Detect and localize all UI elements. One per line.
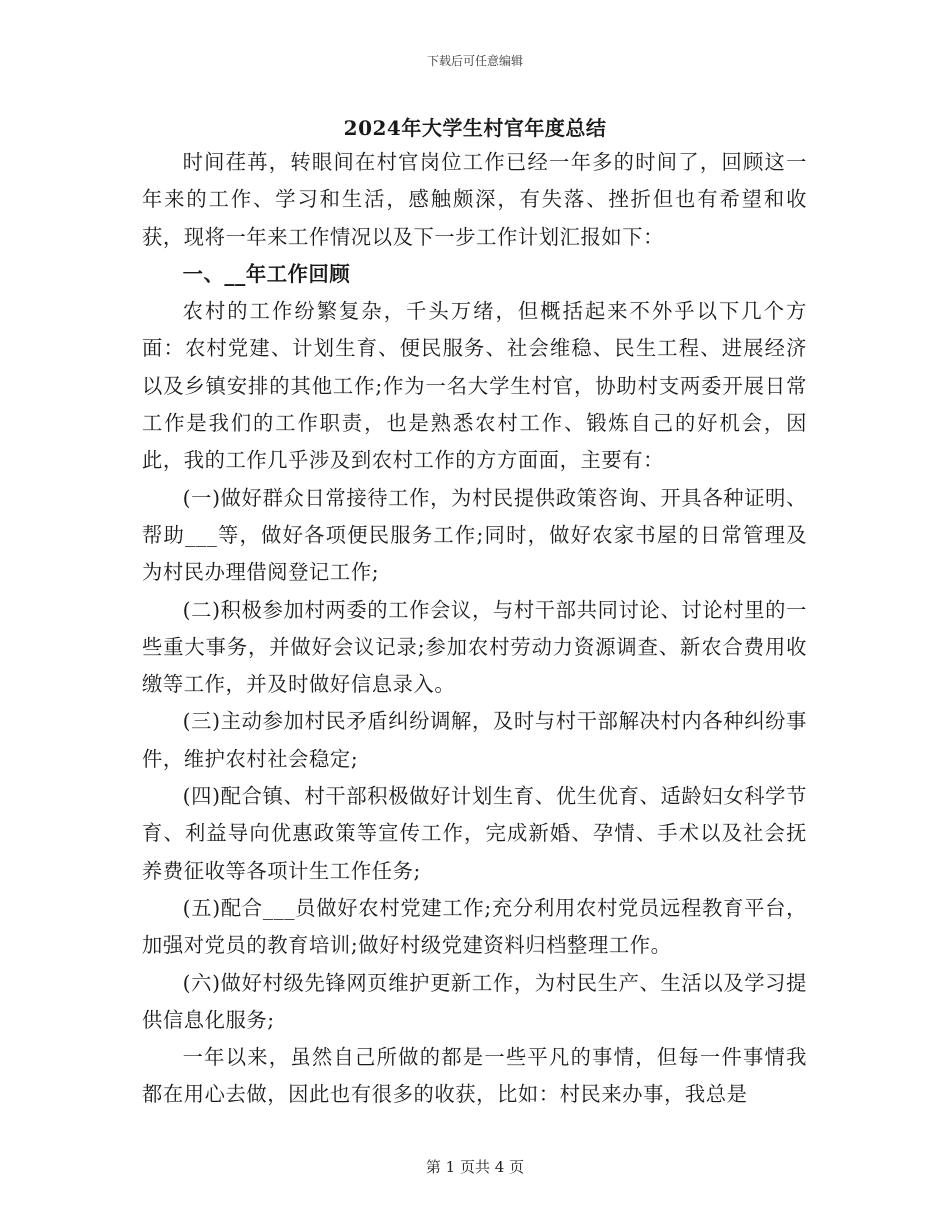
page-number: 第 1 页共 4 页	[425, 1158, 525, 1176]
paragraph-item-2: (二)积极参加村两委的工作会议，与村干部共同讨论、讨论村里的一些重大事务，并做好会议记录;参加农村劳动力资源调查、新农合费用收缴等工作，并及时做好信息录入。	[142, 597, 807, 697]
paragraph-item-4: (四)配合镇、村干部积极做好计划生育、优生优育、适龄妇女科学节育、利益导向优惠政策等宣传工作，完成新婚、孕情、手术以及社会抚养费征收等各项计生工作任务;	[142, 784, 807, 883]
paragraph-overview: 农村的工作纷繁复杂，千头万绪，但概括起来不外乎以下几个方面：农村党建、计划生育、便民服务、社会维稳、民生工程、进展经济以及乡镇安排的其他工作;作为一名大学生村官，协助村支两委开展日常工作是我们的工作职责，也是熟悉农村工作、锻炼自己的好机会，因此，我的工作几乎涉及到农村工作的方方面面，主要有：	[142, 299, 807, 473]
paragraph-summary: 一年以来，虽然自己所做的都是一些平凡的事情，但每一件事情我都在用心去做，因此也有很多的收获，比如：村民来办事，我总是	[142, 1045, 807, 1107]
paragraph-item-3: (三)主动参加村民矛盾纠纷调解，及时与村干部解决村内各种纠纷事件，维护农村社会稳定;	[142, 709, 807, 771]
document-title: 2024年大学生村官年度总结	[343, 116, 607, 140]
paragraph-intro: 时间荏苒，转眼间在村官岗位工作已经一年多的时间了，回顾这一年来的工作、学习和生活，感触颇深，有失落、挫折但也有希望和收获，现将一年来工作情况以及下一步工作计划汇报如下：	[142, 150, 807, 249]
section-heading: 一、__年工作回顾	[182, 261, 351, 286]
paragraph-item-6: (六)做好村级先锋网页维护更新工作，为村民生产、生活以及学习提供信息化服务;	[142, 970, 807, 1032]
page-header-note: 下载后可任意编辑	[426, 54, 523, 68]
paragraph-item-1: (一)做好群众日常接待工作，为村民提供政策咨询、开具各种证明、帮助___等，做好各项便民服务工作;同时，做好农家书屋的日常管理及为村民办理借阅登记工作;	[142, 485, 807, 585]
paragraph-item-5: (五)配合___员做好农村党建工作;充分利用农村党员远程教育平台，加强对党员的教育培训;做好村级党建资料归档整理工作。	[142, 895, 807, 958]
document-body	[142, 144, 807, 1114]
